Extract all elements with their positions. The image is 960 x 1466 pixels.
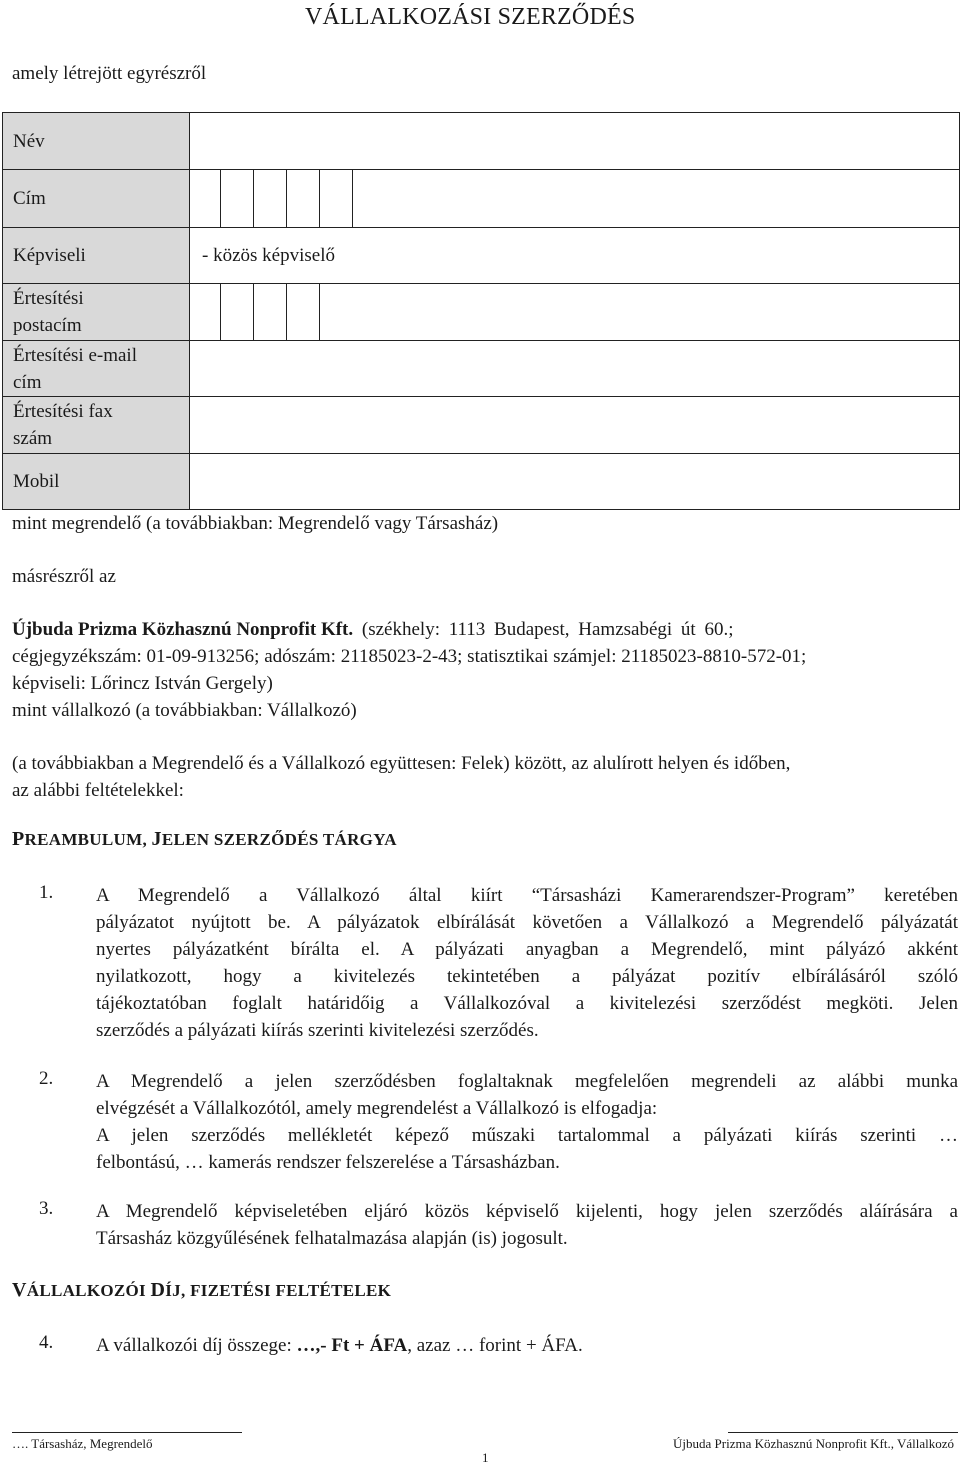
document-title: VÁLLALKOZÁSI SZERZŐDÉS: [305, 4, 636, 30]
row-name: [3, 113, 960, 170]
item-number: 2.: [39, 1068, 54, 1089]
item-line: pályázatot nyújtott be. A pályázatok elbírálását követően a Vállalkozó a Megrendelő pályázatát: [96, 912, 958, 933]
item-3-text: [96, 1198, 958, 1252]
intro-text: amely létrejött egyrészről: [12, 63, 207, 84]
footer-contractor: Újbuda Prizma Közhasznú Nonprofit Kft., Vállalkozó: [673, 1436, 954, 1451]
email-label-line1: Értesítési e-mail: [13, 344, 137, 366]
section-heading-fee: [12, 1279, 391, 1302]
client-data-table: [2, 112, 960, 510]
item-2-text: [96, 1068, 958, 1176]
other-side-text: másrészről az: [12, 566, 116, 587]
row-representative: [3, 228, 960, 284]
contractor-name: Újbuda Prizma Közhasznú Nonprofit Kft.: [12, 619, 354, 640]
fee-prefix: A vállalkozói díj összege:: [96, 1335, 297, 1356]
fax-value[interactable]: [190, 397, 960, 454]
heading-rest: ÍJ, FIZETÉSI FELTÉTELEK: [165, 1281, 392, 1300]
postal-code-boxes[interactable]: [190, 170, 959, 227]
fax-label-line2: szám: [13, 428, 53, 449]
item-line: A jelen szerződés mellékletét képező műszaki tartalommal a pályázati kiírás szerinti …: [96, 1125, 958, 1146]
contractor-line2: cégjegyzékszám: 01-09-913256; adószám: 21185023-2-43; statisztikai számjel: 21185023-8810-572-01;: [12, 646, 807, 667]
item-line: elvégzését a Vállalkozótól, amely megrendelést a Vállalkozó is elfogadja:: [96, 1098, 658, 1119]
item-number: 3.: [39, 1198, 54, 1219]
heading-cap: P: [12, 828, 25, 850]
name-label: Név: [3, 113, 190, 170]
row-mobile: [3, 454, 960, 510]
item-line: tájékoztatóban foglalt határidőig a Vállalkozóval a kivitelezési szerződést megköti. Jelen: [96, 993, 958, 1014]
row-fax: [3, 397, 960, 454]
as-client-text: mint megrendelő (a továbbiakban: Megrendelő vagy Társasház): [12, 513, 499, 534]
item-line: Társasház közgyűlésének felhatalmazása alapján (is) jogosult.: [96, 1228, 568, 1249]
item-line: nyilatkozott, hogy a kivitelezés tekintetében a pályázat pozitív elbírálásáról szóló: [96, 966, 958, 987]
heading-cap: D: [150, 1279, 166, 1301]
postal-label-line2: postacím: [13, 315, 82, 336]
row-postal: [3, 284, 960, 341]
mobile-label: Mobil: [3, 454, 190, 510]
postal-boxes[interactable]: [190, 284, 959, 340]
item-line: A Megrendelő a jelen szerződésben foglaltaknak megfelelően megrendeli az alábbi munka: [96, 1071, 958, 1092]
fee-amount: …,- Ft + ÁFA: [296, 1335, 408, 1356]
contractor-line1: [12, 616, 958, 643]
item-4-text: [96, 1332, 958, 1359]
postal-value[interactable]: [190, 284, 960, 341]
fee-suffix: , azaz … forint + ÁFA.: [407, 1335, 583, 1356]
heading-cap: J: [151, 828, 162, 850]
row-email: [3, 341, 960, 397]
fax-label: [3, 397, 190, 454]
address-value[interactable]: [190, 170, 960, 228]
heading-rest: REAMBULUM,: [24, 830, 152, 849]
email-label-line2: cím: [13, 371, 42, 393]
email-label: [3, 341, 190, 397]
heading-rest: ELEN SZERZŐDÉS TÁRGYA: [161, 830, 397, 849]
signature-line-client: [12, 1432, 242, 1433]
footer-client: …. Társasház, Megrendelő: [12, 1436, 153, 1451]
mobile-value[interactable]: [190, 454, 960, 510]
row-address: [3, 170, 960, 228]
name-value[interactable]: [190, 113, 960, 170]
parties-line2: az alábbi feltételekkel:: [12, 780, 184, 801]
item-1-text: [96, 882, 958, 1044]
postal-label: [3, 284, 190, 341]
parties-line1: (a továbbiakban a Megrendelő és a Vállalkozó együttesen: Felek) között, az alulírott helyen és időben,: [12, 753, 791, 774]
signature-line-contractor: [728, 1432, 958, 1433]
address-label: Cím: [3, 170, 190, 228]
item-line: nyertes pályázatként bírálta el. A pályázati anyagban a Megrendelő, mint pályázó akként: [96, 939, 958, 960]
rep-label: Képviseli: [3, 228, 190, 284]
postal-label-line1: Értesítési: [13, 288, 84, 309]
item-line: A Megrendelő a Vállalkozó által kiírt “Társasházi Kamerarendszer-Program” keretében: [96, 885, 958, 906]
item-number: 1.: [39, 882, 54, 903]
rep-value[interactable]: - közös képviselő: [190, 228, 960, 284]
contractor-line4: mint vállalkozó (a továbbiakban: Vállalkozó): [12, 700, 357, 721]
contractor-line3: képviseli: Lőrincz István Gergely): [12, 673, 273, 694]
item-line: felbontású, … kamerás rendszer felszerelése a Társasházban.: [96, 1152, 560, 1173]
heading-rest: ÁLLALKOZÓI: [26, 1281, 151, 1300]
item-line: szerződés a pályázati kiírás szerinti kivitelezési szerződés.: [96, 1020, 539, 1041]
item-line: A Megrendelő képviseletében eljáró közös képviselő kijelenti, hogy jelen szerződés aláírására a: [96, 1201, 958, 1222]
contractor-seat: (székhely: 1113 Budapest, Hamzsabégi út 60.;: [353, 619, 734, 640]
item-number: 4.: [39, 1332, 54, 1353]
page-number: 1: [482, 1450, 489, 1465]
section-heading-preamble: [12, 828, 397, 851]
heading-cap: V: [12, 1279, 27, 1301]
email-value[interactable]: [190, 341, 960, 397]
fax-label-line1: Értesítési fax: [13, 401, 113, 422]
